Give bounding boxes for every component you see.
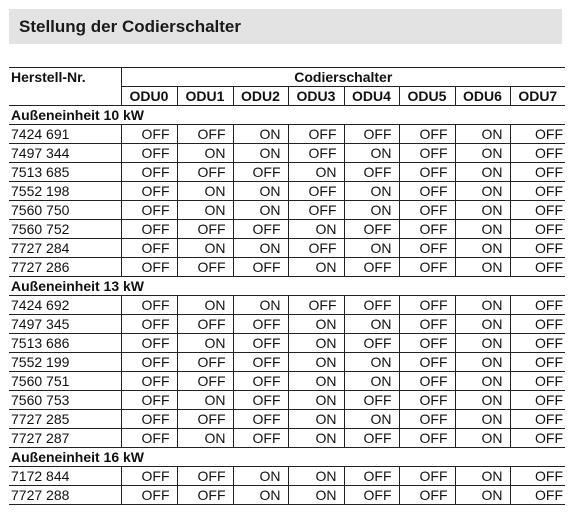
- switch-state-cell: OFF: [399, 125, 455, 144]
- switch-state-cell: OFF: [510, 372, 565, 391]
- switch-state-cell: OFF: [399, 182, 455, 201]
- switch-state-cell: OFF: [510, 296, 565, 315]
- switch-state-cell: ON: [177, 391, 233, 410]
- switch-state-cell: OFF: [399, 163, 455, 182]
- part-number: 7727 286: [9, 258, 121, 277]
- part-number: 7727 285: [9, 410, 121, 429]
- table-row: [9, 239, 565, 258]
- switch-state-cell: ON: [288, 353, 344, 372]
- switch-state-cell: OFF: [233, 372, 288, 391]
- switch-state-cell: OFF: [121, 372, 177, 391]
- section-row: [9, 106, 565, 125]
- switch-state-cell: OFF: [177, 315, 233, 334]
- switch-state-cell: OFF: [399, 144, 455, 163]
- part-number: 7560 750: [9, 201, 121, 220]
- switch-state-cell: ON: [288, 429, 344, 448]
- switch-state-cell: OFF: [233, 391, 288, 410]
- switch-state-cell: OFF: [510, 391, 565, 410]
- section-label: Außeneinheit 13 kW: [9, 277, 565, 296]
- switch-state-cell: OFF: [510, 163, 565, 182]
- switch-state-cell: OFF: [399, 486, 455, 505]
- switch-state-cell: OFF: [121, 391, 177, 410]
- switch-state-cell: OFF: [121, 429, 177, 448]
- switch-state-cell: OFF: [399, 334, 455, 353]
- table-row: [9, 315, 565, 334]
- switch-state-cell: ON: [233, 296, 288, 315]
- switch-state-cell: ON: [288, 467, 344, 486]
- switch-state-cell: ON: [233, 239, 288, 258]
- switch-state-cell: OFF: [233, 353, 288, 372]
- table-row: [9, 410, 565, 429]
- switch-state-cell: ON: [344, 239, 399, 258]
- switch-state-cell: OFF: [121, 258, 177, 277]
- table-row: [9, 125, 565, 144]
- switch-state-cell: OFF: [233, 334, 288, 353]
- switch-state-cell: ON: [455, 429, 510, 448]
- switch-state-cell: ON: [344, 410, 399, 429]
- switch-state-cell: OFF: [510, 315, 565, 334]
- part-number: 7560 751: [9, 372, 121, 391]
- part-number: 7172 844: [9, 467, 121, 486]
- switch-state-cell: ON: [344, 315, 399, 334]
- switch-state-cell: ON: [177, 296, 233, 315]
- part-number: 7552 198: [9, 182, 121, 201]
- switch-state-cell: OFF: [510, 334, 565, 353]
- switch-state-cell: OFF: [121, 296, 177, 315]
- switch-header-odu4: ODU4: [344, 87, 399, 106]
- table-row: [9, 296, 565, 315]
- switch-state-cell: ON: [233, 125, 288, 144]
- switch-state-cell: ON: [177, 144, 233, 163]
- switch-state-cell: OFF: [344, 296, 399, 315]
- switch-state-cell: OFF: [177, 258, 233, 277]
- switch-state-cell: ON: [455, 410, 510, 429]
- switch-state-cell: ON: [344, 353, 399, 372]
- part-number: 7727 287: [9, 429, 121, 448]
- switch-state-cell: OFF: [399, 201, 455, 220]
- switch-state-cell: OFF: [399, 467, 455, 486]
- switch-state-cell: OFF: [510, 486, 565, 505]
- switch-state-cell: OFF: [121, 353, 177, 372]
- part-number: 7497 344: [9, 144, 121, 163]
- switch-state-cell: OFF: [344, 220, 399, 239]
- switch-state-cell: ON: [177, 334, 233, 353]
- part-number: 7424 692: [9, 296, 121, 315]
- switch-state-cell: OFF: [399, 239, 455, 258]
- switch-state-cell: ON: [177, 429, 233, 448]
- table-row: [9, 163, 565, 182]
- switch-state-cell: OFF: [510, 220, 565, 239]
- switch-state-cell: ON: [288, 486, 344, 505]
- switch-state-cell: OFF: [121, 144, 177, 163]
- table-row: [9, 429, 565, 448]
- part-number: 7560 752: [9, 220, 121, 239]
- switch-state-cell: OFF: [399, 410, 455, 429]
- switch-state-cell: ON: [233, 144, 288, 163]
- switch-state-cell: OFF: [399, 429, 455, 448]
- switch-state-cell: ON: [455, 144, 510, 163]
- switch-state-cell: ON: [288, 372, 344, 391]
- switch-header-odu7: ODU7: [510, 87, 565, 106]
- switch-state-cell: OFF: [510, 410, 565, 429]
- switch-state-cell: ON: [233, 182, 288, 201]
- switch-state-cell: OFF: [399, 296, 455, 315]
- part-number: 7513 686: [9, 334, 121, 353]
- switch-state-cell: OFF: [121, 486, 177, 505]
- switch-state-cell: ON: [455, 258, 510, 277]
- switch-state-cell: ON: [288, 315, 344, 334]
- switch-state-cell: ON: [455, 163, 510, 182]
- switch-state-cell: OFF: [288, 125, 344, 144]
- switch-state-cell: ON: [288, 391, 344, 410]
- part-number: 7560 753: [9, 391, 121, 410]
- part-number: 7727 288: [9, 486, 121, 505]
- table-body: [9, 106, 565, 505]
- switch-state-cell: OFF: [510, 258, 565, 277]
- switch-state-cell: OFF: [344, 486, 399, 505]
- switch-state-cell: OFF: [344, 334, 399, 353]
- switch-state-cell: OFF: [288, 144, 344, 163]
- switch-state-cell: ON: [455, 334, 510, 353]
- section-row: [9, 277, 565, 296]
- switch-state-cell: OFF: [177, 163, 233, 182]
- table-row: [9, 258, 565, 277]
- switch-state-cell: OFF: [233, 315, 288, 334]
- table-row: [9, 372, 565, 391]
- table-row: [9, 486, 565, 505]
- switch-state-cell: ON: [177, 239, 233, 258]
- section-row: [9, 448, 565, 467]
- switch-state-cell: OFF: [233, 258, 288, 277]
- switch-header-odu5: ODU5: [399, 87, 455, 106]
- switch-state-cell: ON: [233, 486, 288, 505]
- switch-state-cell: ON: [455, 372, 510, 391]
- switch-state-cell: OFF: [177, 410, 233, 429]
- switch-header-odu3: ODU3: [288, 87, 344, 106]
- switch-state-cell: OFF: [399, 315, 455, 334]
- switch-state-cell: OFF: [399, 220, 455, 239]
- switch-state-cell: ON: [455, 315, 510, 334]
- switch-state-cell: ON: [455, 296, 510, 315]
- switch-state-cell: ON: [455, 353, 510, 372]
- part-number: 7497 345: [9, 315, 121, 334]
- switch-state-cell: ON: [455, 467, 510, 486]
- switch-state-cell: OFF: [177, 220, 233, 239]
- switch-state-cell: OFF: [121, 201, 177, 220]
- switch-state-cell: ON: [455, 220, 510, 239]
- switch-state-cell: ON: [455, 239, 510, 258]
- part-number: 7727 284: [9, 239, 121, 258]
- switch-state-cell: OFF: [177, 125, 233, 144]
- part-number: 7424 691: [9, 125, 121, 144]
- switch-state-cell: ON: [455, 125, 510, 144]
- title-bar: [9, 9, 562, 44]
- switch-state-cell: OFF: [344, 163, 399, 182]
- switch-state-cell: ON: [455, 182, 510, 201]
- switch-header-odu1: ODU1: [177, 87, 233, 106]
- switch-header-odu0: ODU0: [121, 87, 177, 106]
- switch-state-cell: ON: [344, 201, 399, 220]
- table-row: [9, 220, 565, 239]
- switch-state-cell: OFF: [233, 220, 288, 239]
- switch-state-cell: OFF: [344, 429, 399, 448]
- table-row: [9, 334, 565, 353]
- switch-state-cell: OFF: [510, 182, 565, 201]
- switch-state-cell: OFF: [510, 353, 565, 372]
- switch-state-cell: OFF: [399, 391, 455, 410]
- switch-state-cell: OFF: [121, 125, 177, 144]
- switch-state-cell: ON: [288, 163, 344, 182]
- switch-state-cell: OFF: [233, 410, 288, 429]
- switch-state-cell: OFF: [510, 467, 565, 486]
- switch-header-odu6: ODU6: [455, 87, 510, 106]
- switch-state-cell: OFF: [177, 486, 233, 505]
- switch-state-cell: OFF: [399, 372, 455, 391]
- switch-state-cell: OFF: [121, 410, 177, 429]
- switch-header-odu2: ODU2: [233, 87, 288, 106]
- switch-state-cell: OFF: [510, 429, 565, 448]
- section-label: Außeneinheit 16 kW: [9, 448, 565, 467]
- page-title: Stellung der Codierschalter: [19, 17, 241, 36]
- switch-state-cell: OFF: [399, 353, 455, 372]
- switch-state-cell: OFF: [510, 201, 565, 220]
- switch-state-cell: ON: [233, 201, 288, 220]
- coding-switch-table: [9, 67, 565, 505]
- switch-state-cell: OFF: [288, 182, 344, 201]
- header-codierschalter: Codierschalter: [121, 68, 565, 87]
- switch-state-cell: OFF: [121, 334, 177, 353]
- switch-state-cell: OFF: [177, 372, 233, 391]
- switch-state-cell: OFF: [177, 467, 233, 486]
- switch-state-cell: ON: [455, 486, 510, 505]
- part-number: 7513 685: [9, 163, 121, 182]
- switch-state-cell: ON: [288, 258, 344, 277]
- switch-state-cell: OFF: [121, 163, 177, 182]
- switch-state-cell: OFF: [399, 258, 455, 277]
- switch-state-cell: OFF: [121, 315, 177, 334]
- switch-state-cell: ON: [233, 467, 288, 486]
- switch-state-cell: OFF: [233, 429, 288, 448]
- switch-state-cell: OFF: [288, 201, 344, 220]
- switch-state-cell: ON: [344, 144, 399, 163]
- switch-state-cell: ON: [177, 182, 233, 201]
- table-row: [9, 144, 565, 163]
- switch-state-cell: OFF: [510, 144, 565, 163]
- table-row: [9, 201, 565, 220]
- switch-state-cell: OFF: [121, 220, 177, 239]
- switch-state-cell: ON: [455, 391, 510, 410]
- switch-state-cell: OFF: [121, 467, 177, 486]
- switch-state-cell: OFF: [121, 182, 177, 201]
- switch-state-cell: ON: [288, 334, 344, 353]
- table-row: [9, 353, 565, 372]
- switch-state-cell: ON: [455, 201, 510, 220]
- switch-state-cell: OFF: [288, 296, 344, 315]
- switch-state-cell: OFF: [344, 391, 399, 410]
- part-number: 7552 199: [9, 353, 121, 372]
- switch-state-cell: ON: [288, 220, 344, 239]
- switch-state-cell: OFF: [177, 353, 233, 372]
- table-row: [9, 182, 565, 201]
- switch-state-cell: OFF: [510, 125, 565, 144]
- switch-state-cell: OFF: [288, 239, 344, 258]
- switch-state-cell: OFF: [510, 239, 565, 258]
- switch-state-cell: ON: [288, 410, 344, 429]
- switch-state-cell: ON: [344, 182, 399, 201]
- table-row: [9, 467, 565, 486]
- switch-state-cell: ON: [177, 201, 233, 220]
- table-row: [9, 391, 565, 410]
- switch-state-cell: OFF: [344, 467, 399, 486]
- switch-state-cell: OFF: [344, 125, 399, 144]
- switch-state-cell: OFF: [233, 163, 288, 182]
- section-label: Außeneinheit 10 kW: [9, 106, 565, 125]
- switch-state-cell: ON: [344, 372, 399, 391]
- header-herstell-nr: Herstell-Nr.: [9, 68, 121, 106]
- switch-state-cell: OFF: [121, 239, 177, 258]
- switch-state-cell: OFF: [344, 258, 399, 277]
